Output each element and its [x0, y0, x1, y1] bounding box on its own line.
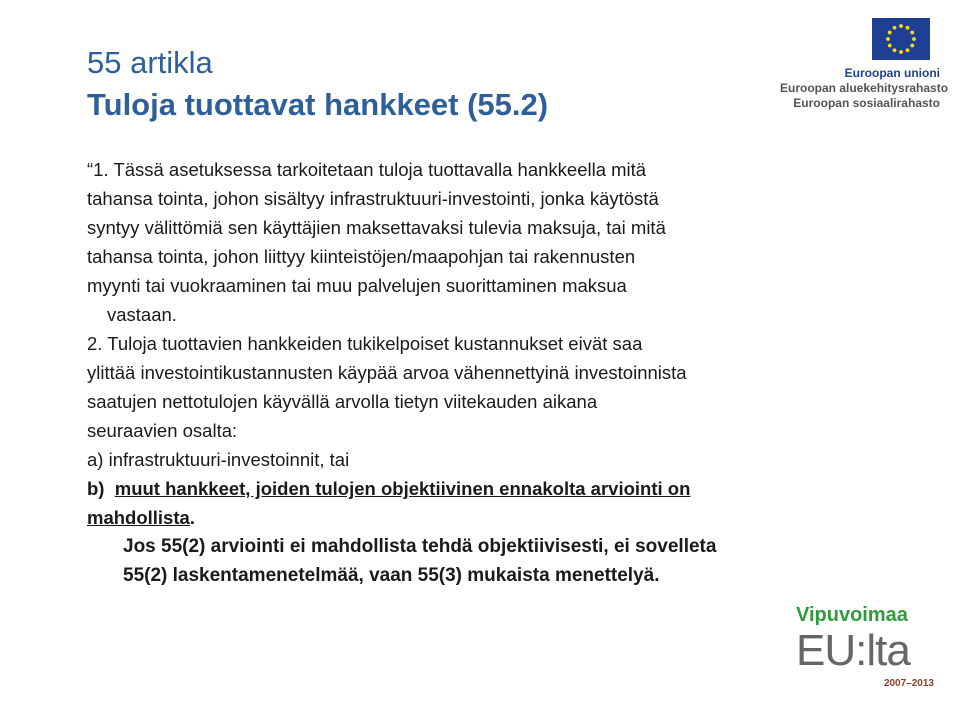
- eu-logo-text: [780, 66, 949, 111]
- paragraph-1: [87, 155, 877, 329]
- slide-body: [87, 155, 877, 590]
- vipu-logo-years: 2007–2013: [883, 678, 934, 689]
- vipu-logo-top: Vipuvoimaa: [796, 604, 908, 626]
- item-b-prefix: b): [87, 478, 115, 499]
- jos-line-2: 55(2) laskentamenetelmää, vaan 55(3) mukaista menettelyä.: [123, 565, 660, 586]
- slide-title-line2: Tuloja tuottavat hankkeet (55.2): [87, 87, 549, 122]
- item-b-underlined-2: mahdollista: [87, 507, 190, 528]
- eu-star: [912, 37, 916, 41]
- eu-star: [899, 50, 903, 54]
- item-b-underlined-1: muut hankkeet, joiden tulojen objektiivinen ennakolta arviointi on: [114, 478, 691, 499]
- eu-star: [893, 48, 897, 52]
- p2-line: 2. Tuloja tuottavien hankkeiden tukikelpoiset kustannukset eivät saa: [87, 333, 643, 354]
- jos-note: [123, 532, 877, 590]
- eu-line-2: Euroopan aluekehitysrahasto: [780, 81, 949, 95]
- p1-line: tahansa tointa, johon sisältyy infrastruktuuri-investointi, jonka käytöstä: [87, 188, 659, 209]
- p2-line: seuraavien osalta:: [87, 420, 238, 441]
- jos-line-1: Jos 55(2) arviointi ei mahdollista tehdä objektiivisesti, ei sovelleta: [123, 536, 717, 557]
- p1-line: myynti tai vuokraaminen tai muu palvelujen suorittaminen maksua: [87, 275, 627, 296]
- eu-star: [910, 44, 914, 48]
- eu-star: [910, 31, 914, 35]
- eu-flag-icon: [872, 18, 930, 60]
- vipu-logo-main: EU:lta: [796, 626, 910, 675]
- eu-line-3: Euroopan sosiaalirahasto: [793, 96, 940, 110]
- list-item-a: a) infrastruktuuri-investoinnit, tai: [87, 449, 350, 470]
- slide-title-line1: 55 artikla: [87, 45, 213, 80]
- p1-line: “1. Tässä asetuksessa tarkoitetaan tuloja tuottavalla hankkeella mitä: [87, 159, 647, 180]
- eu-star: [888, 44, 892, 48]
- p1-line: tahansa tointa, johon liittyy kiinteistöjen/maapohjan tai rakennusten: [87, 246, 636, 267]
- eu-star: [899, 24, 903, 28]
- item-b-period: .: [189, 507, 195, 528]
- p2-line: saatujen nettotulojen käyvällä arvolla tietyn viitekauden aikana: [87, 391, 598, 412]
- p2-line: ylittää investointikustannusten käypää arvoa vähennettyinä investoinnista: [87, 362, 687, 383]
- eu-star: [893, 26, 897, 30]
- paragraph-2: [87, 329, 877, 445]
- eu-star: [886, 37, 890, 41]
- eu-star: [906, 48, 910, 52]
- eu-star: [888, 31, 892, 35]
- eu-star: [906, 26, 910, 30]
- p1-line: syntyy välittömiä sen käyttäjien maksettavaksi tulevia maksuja, tai mitä: [87, 217, 666, 238]
- vipuvoimaa-logo: [796, 602, 946, 694]
- p1-line-last: vastaan.: [107, 304, 177, 325]
- list-item-b: [87, 474, 877, 532]
- eu-line-1: Euroopan unioni: [844, 66, 940, 80]
